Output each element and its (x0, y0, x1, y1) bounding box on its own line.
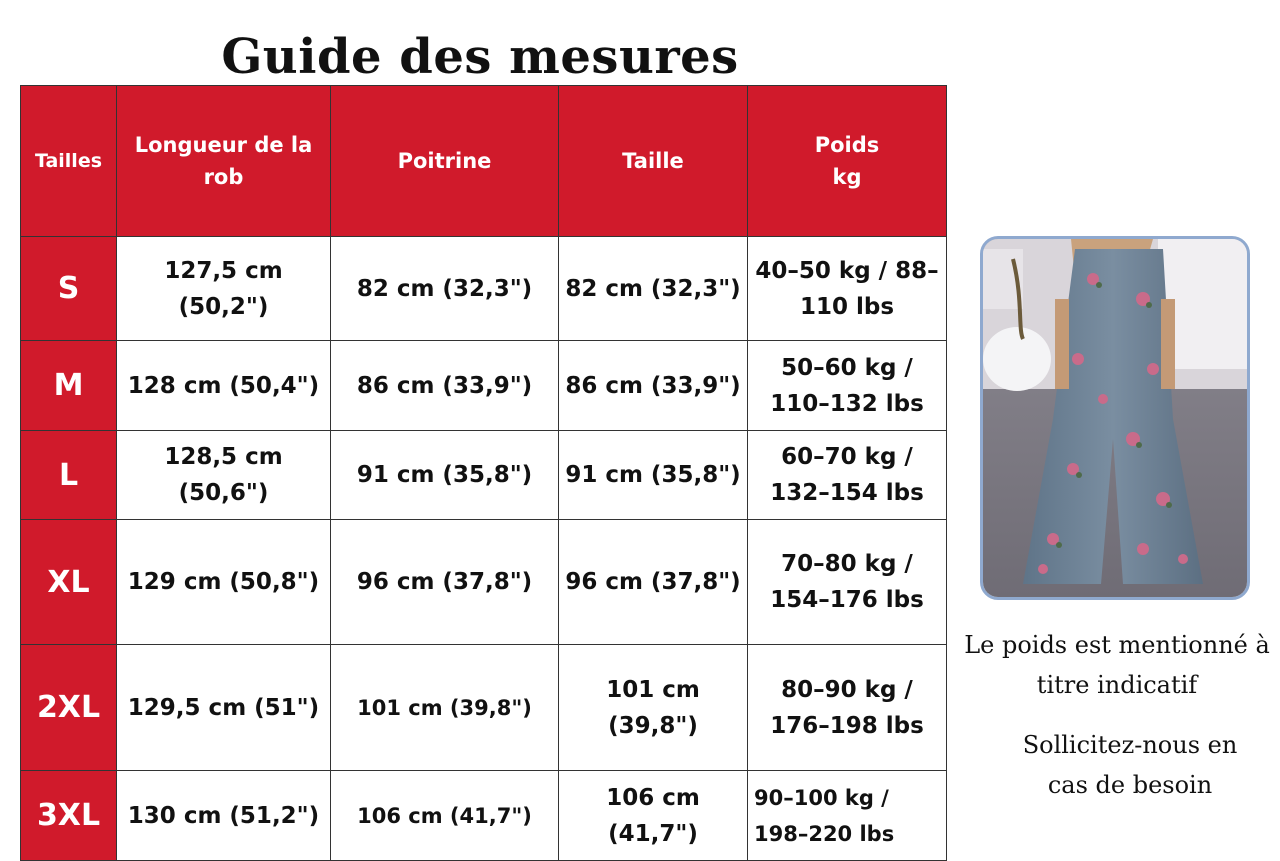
size-cell: 2XL (21, 645, 117, 771)
size-cell: 3XL (21, 771, 117, 861)
header-weight (748, 86, 947, 237)
header-length: Longueur de la rob (117, 86, 331, 237)
weight-cell: 90–100 kg / 198–220 lbs (748, 771, 947, 861)
table-row (21, 771, 947, 861)
weight-cell: 50–60 kg / 110–132 lbs (748, 341, 947, 431)
chest-cell: 101 cm (39,8") (331, 645, 559, 771)
chest-cell: 106 cm (41,7") (331, 771, 559, 861)
jumpsuit-illustration (983, 239, 1247, 597)
chest-cell: 82 cm (32,3") (331, 237, 559, 341)
header-chest: Poitrine (331, 86, 559, 237)
weight-cell: 60–70 kg / 132–154 lbs (748, 431, 947, 520)
weight-indicative-note: Le poids est mentionné à titre indicatif (964, 631, 1270, 699)
table-row (21, 645, 947, 771)
header-waist: Taille (559, 86, 748, 237)
length-cell: 130 cm (51,2") (117, 771, 331, 861)
waist-cell: 96 cm (37,8") (559, 520, 748, 645)
weight-cell: 80–90 kg / 176–198 lbs (748, 645, 947, 771)
length-cell: 129 cm (50,8") (117, 520, 331, 645)
size-cell: S (21, 237, 117, 341)
header-weight-label: Poids (814, 133, 880, 157)
weight-cell: 40–50 kg / 88–110 lbs (748, 237, 947, 341)
page-title: Guide des mesures (221, 29, 739, 85)
table-row (21, 237, 947, 341)
table-row (21, 341, 947, 431)
table-row (21, 520, 947, 645)
chest-cell: 91 cm (35,8") (331, 431, 559, 520)
waist-cell: 106 cm (41,7") (559, 771, 748, 861)
length-cell: 128,5 cm (50,6") (117, 431, 331, 520)
weight-cell: 70–80 kg / 154–176 lbs (748, 520, 947, 645)
length-cell: 127,5 cm (50,2") (117, 237, 331, 341)
header-weight-unit: kg (832, 165, 862, 189)
waist-cell: 91 cm (35,8") (559, 431, 748, 520)
length-cell: 129,5 cm (51") (117, 645, 331, 771)
chest-cell: 96 cm (37,8") (331, 520, 559, 645)
table-header-row (21, 86, 947, 237)
size-cell: M (21, 341, 117, 431)
waist-cell: 101 cm (39,8") (559, 645, 748, 771)
chest-cell: 86 cm (33,9") (331, 341, 559, 431)
header-sizes: Tailles (21, 86, 117, 237)
product-photo (980, 236, 1250, 600)
contact-note: Sollicitez-nous en cas de besoin (1022, 731, 1238, 799)
size-cell: L (21, 431, 117, 520)
waist-cell: 82 cm (32,3") (559, 237, 748, 341)
size-chart-table (20, 85, 947, 861)
waist-cell: 86 cm (33,9") (559, 341, 748, 431)
table-row (21, 431, 947, 520)
size-cell: XL (21, 520, 117, 645)
length-cell: 128 cm (50,4") (117, 341, 331, 431)
